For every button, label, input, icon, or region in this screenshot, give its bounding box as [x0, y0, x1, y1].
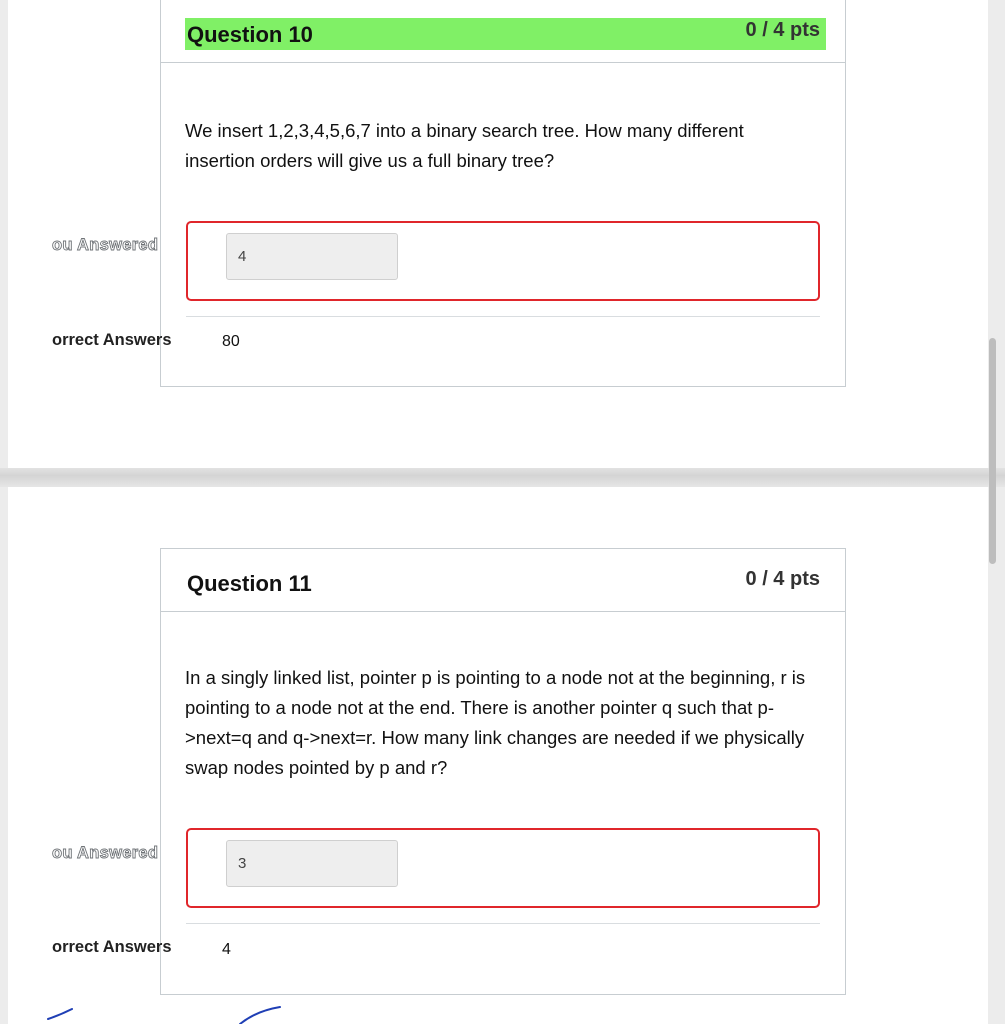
- pen-annotation-icon: [0, 995, 400, 1024]
- correct-answers-label: orrect Answers: [52, 938, 172, 956]
- answer-input[interactable]: 4: [226, 233, 398, 280]
- question-title: Question 10: [187, 22, 313, 47]
- answer-leader-line: [160, 350, 161, 385]
- incorrect-answer-box: [186, 828, 820, 908]
- correct-answer-value: 80: [222, 333, 240, 350]
- question-text: We insert 1,2,3,4,5,6,7 into a binary search tree. How many different insertion orders will give us a full binary tree?: [185, 120, 744, 171]
- correct-answer-value: 4: [222, 941, 231, 958]
- incorrect-answer-box: [186, 221, 820, 301]
- answer-leader-line: [160, 830, 161, 878]
- panel-separator: [0, 468, 1005, 487]
- correct-answers-label: orrect Answers: [52, 331, 172, 349]
- you-answered-label: ou Answered: [52, 844, 159, 862]
- question-card-10: [160, 0, 846, 387]
- question-text: In a singly linked list, pointer p is pointing to a node not at the beginning, r is pointing to a node not at the end. There is another pointer q such that p->next=q and q->next=r. How many link changes are needed if we physically swap nodes pointed by p and r?: [185, 667, 806, 778]
- question-points: 0 / 4 pts: [745, 568, 820, 590]
- question-title: Question 11: [187, 571, 312, 596]
- vertical-scrollbar-thumb[interactable]: [989, 338, 996, 564]
- answer-leader-line: [160, 908, 161, 938]
- answer-divider: [186, 316, 820, 317]
- answer-input[interactable]: 3: [226, 840, 398, 887]
- answer-leader-line: [160, 222, 161, 270]
- question-points: 0 / 4 pts: [745, 19, 820, 41]
- answer-leader-line: [160, 958, 161, 994]
- answer-divider: [186, 923, 820, 924]
- question-header: [161, 549, 845, 612]
- answer-leader-line: [160, 300, 161, 330]
- question-header: [161, 0, 845, 63]
- you-answered-label: ou Answered: [52, 236, 159, 254]
